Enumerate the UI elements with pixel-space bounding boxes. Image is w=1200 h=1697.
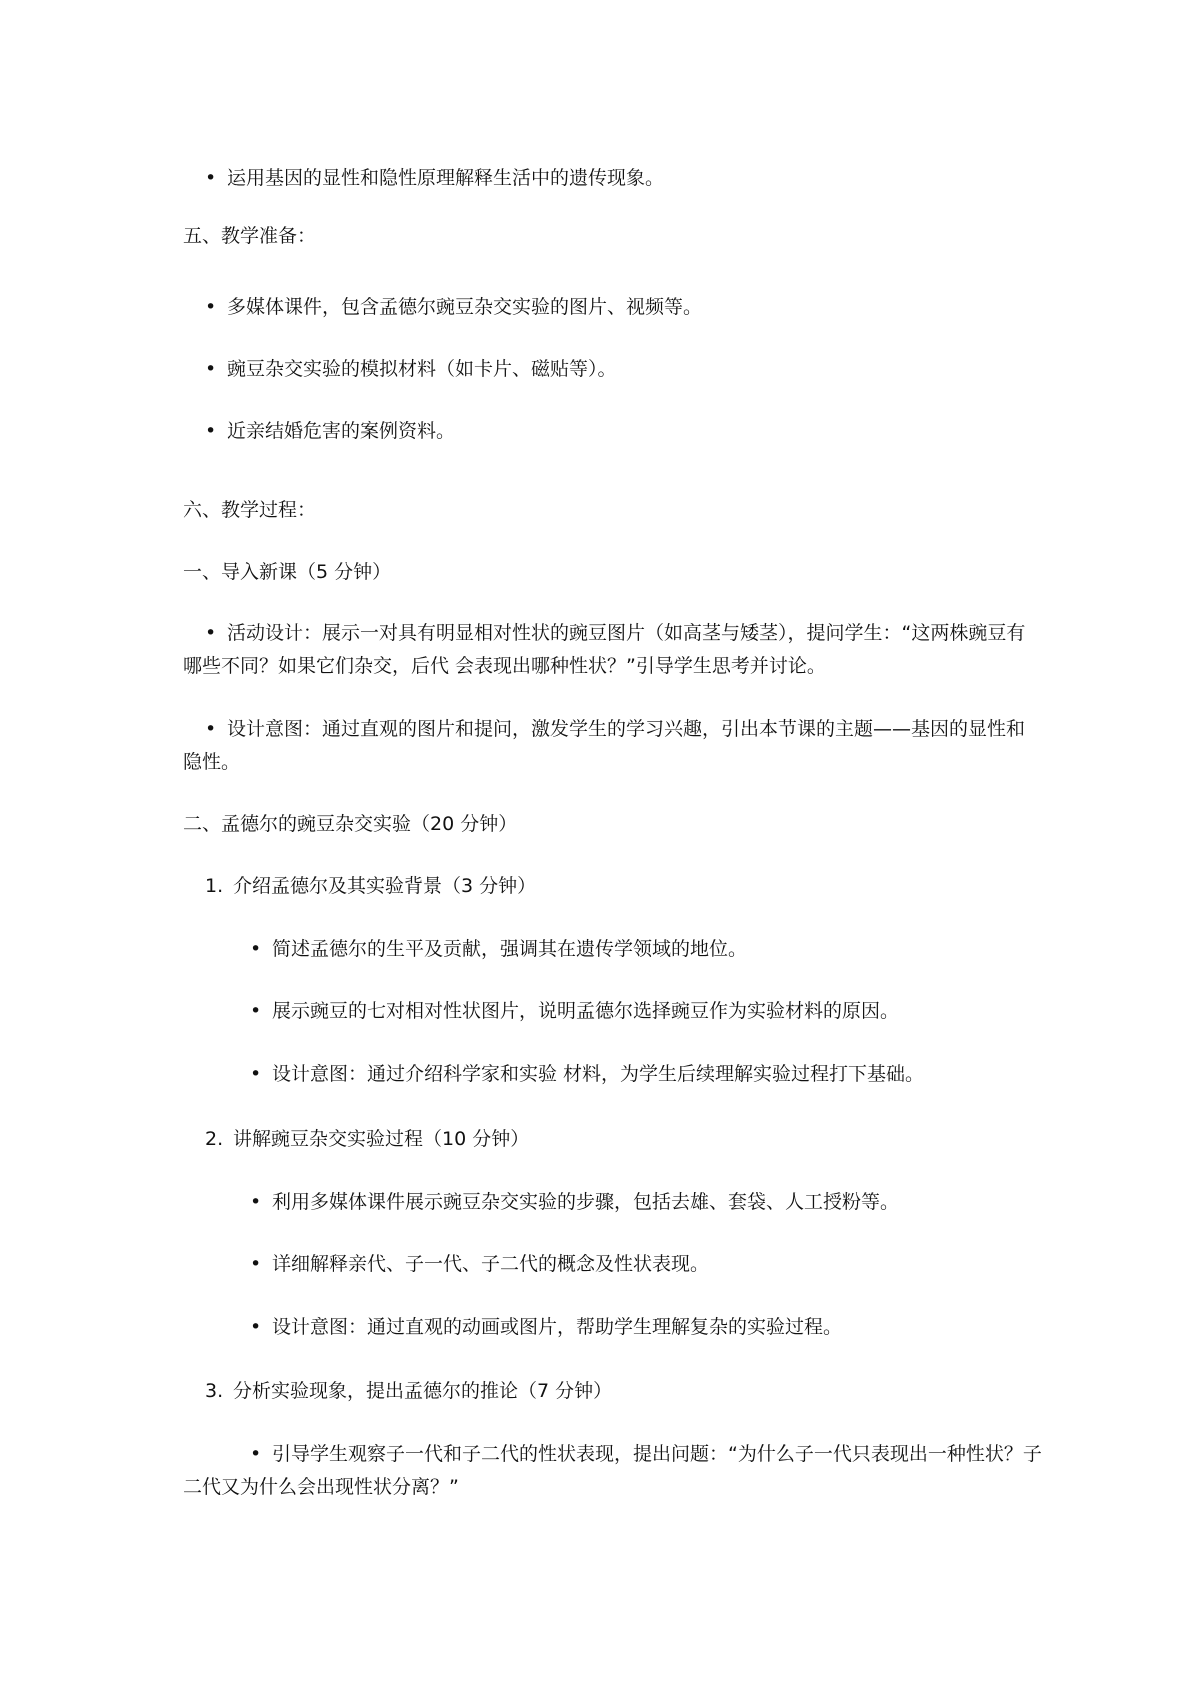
- numbered-step: [205, 1375, 1065, 1408]
- bullet-marker: •: [205, 622, 217, 644]
- bullet-marker: •: [250, 1316, 262, 1338]
- bullet-item: [205, 162, 1065, 195]
- bullet-marker: •: [205, 358, 217, 380]
- bullet-text: 设计意图：通过介绍科学家和实验 材料，为学生后续理解实验过程打下基础。: [272, 1063, 925, 1085]
- bullet-marker: •: [205, 420, 217, 442]
- bullet-item: [250, 1311, 1110, 1344]
- bullet-item: [250, 995, 1110, 1028]
- bullet-marker: •: [250, 1000, 262, 1022]
- bullet-item: [250, 1186, 1110, 1219]
- paragraph-intent: [183, 713, 1043, 779]
- bullet-marker: •: [250, 1191, 262, 1213]
- bullet-item: [250, 933, 1110, 966]
- paragraph-text: 引导学生观察子一代和子二代的性状表现，提出问题：“为什么子一代只表现出一种性状？子 二代又为什么会出现性状分离？”: [183, 1443, 1042, 1498]
- step-number: 1.: [205, 875, 224, 897]
- step-title: 介绍孟德尔及其实验背景（3 分钟）: [233, 875, 537, 897]
- section-heading: 六、教学过程：: [183, 499, 317, 521]
- paragraph-activity: [183, 617, 1043, 683]
- section-heading: 五、教学准备：: [183, 225, 317, 247]
- bullet-text: 豌豆杂交实验的模拟材料（如卡片、磁贴等）。: [227, 358, 617, 380]
- bullet-text: 简述孟德尔的生平及贡献，强调其在遗传学领域的地位。: [272, 938, 748, 960]
- bullet-item: [205, 291, 1065, 324]
- bullet-text: 多媒体课件，包含孟德尔豌豆杂交实验的图片、视频等。: [227, 296, 703, 318]
- bullet-text: 展示豌豆的七对相对性状图片，说明孟德尔选择豌豆作为实验材料的原因。: [272, 1000, 900, 1022]
- bullet-marker: •: [250, 1253, 262, 1275]
- bullet-marker: •: [205, 296, 217, 318]
- bullet-text: 详细解释亲代、子一代、子二代的概念及性状表现。: [272, 1253, 710, 1275]
- paragraph-text: 活动设计：展示一对具有明显相对性状的豌豆图片（如高茎与矮茎），提问学生：“这两株豌豆有哪些不同？如果它们杂交，后代 会表现出哪种性状？”引导学生思考并讨论。: [183, 622, 1026, 677]
- bullet-marker: •: [250, 1443, 262, 1465]
- step-number: 2.: [205, 1128, 224, 1150]
- bullet-text: 设计意图：通过直观的动画或图片，帮助学生理解复杂的实验过程。: [272, 1316, 843, 1338]
- bullet-text: 近亲结婚危害的案例资料。: [227, 420, 456, 442]
- numbered-step: [205, 1123, 1065, 1156]
- bullet-marker: •: [250, 1063, 262, 1085]
- paragraph-question: [183, 1438, 1043, 1504]
- bullet-item: [205, 415, 1065, 448]
- numbered-step: [205, 870, 1065, 903]
- bullet-text: 运用基因的显性和隐性原理解释生活中的遗传现象。: [227, 167, 665, 189]
- part-heading: 一、导入新课（5 分钟）: [183, 561, 392, 583]
- bullet-item: [205, 353, 1065, 386]
- part-heading: 二、孟德尔的豌豆杂交实验（20 分钟）: [183, 813, 518, 835]
- bullet-marker: •: [205, 718, 217, 740]
- step-number: 3.: [205, 1380, 224, 1402]
- bullet-item: [250, 1248, 1110, 1281]
- bullet-item: [250, 1058, 1110, 1091]
- step-title: 分析实验现象，提出孟德尔的推论（7 分钟）: [233, 1380, 613, 1402]
- bullet-text: 利用多媒体课件展示豌豆杂交实验的步骤，包括去雄、套袋、人工授粉等。: [272, 1191, 900, 1213]
- paragraph-text: 设计意图：通过直观的图片和提问，激发学生的学习兴趣，引出本节课的主题——基因的显性和隐性。: [183, 718, 1026, 773]
- bullet-marker: •: [250, 938, 262, 960]
- step-title: 讲解豌豆杂交实验过程（10 分钟）: [233, 1128, 530, 1150]
- bullet-marker: •: [205, 167, 217, 189]
